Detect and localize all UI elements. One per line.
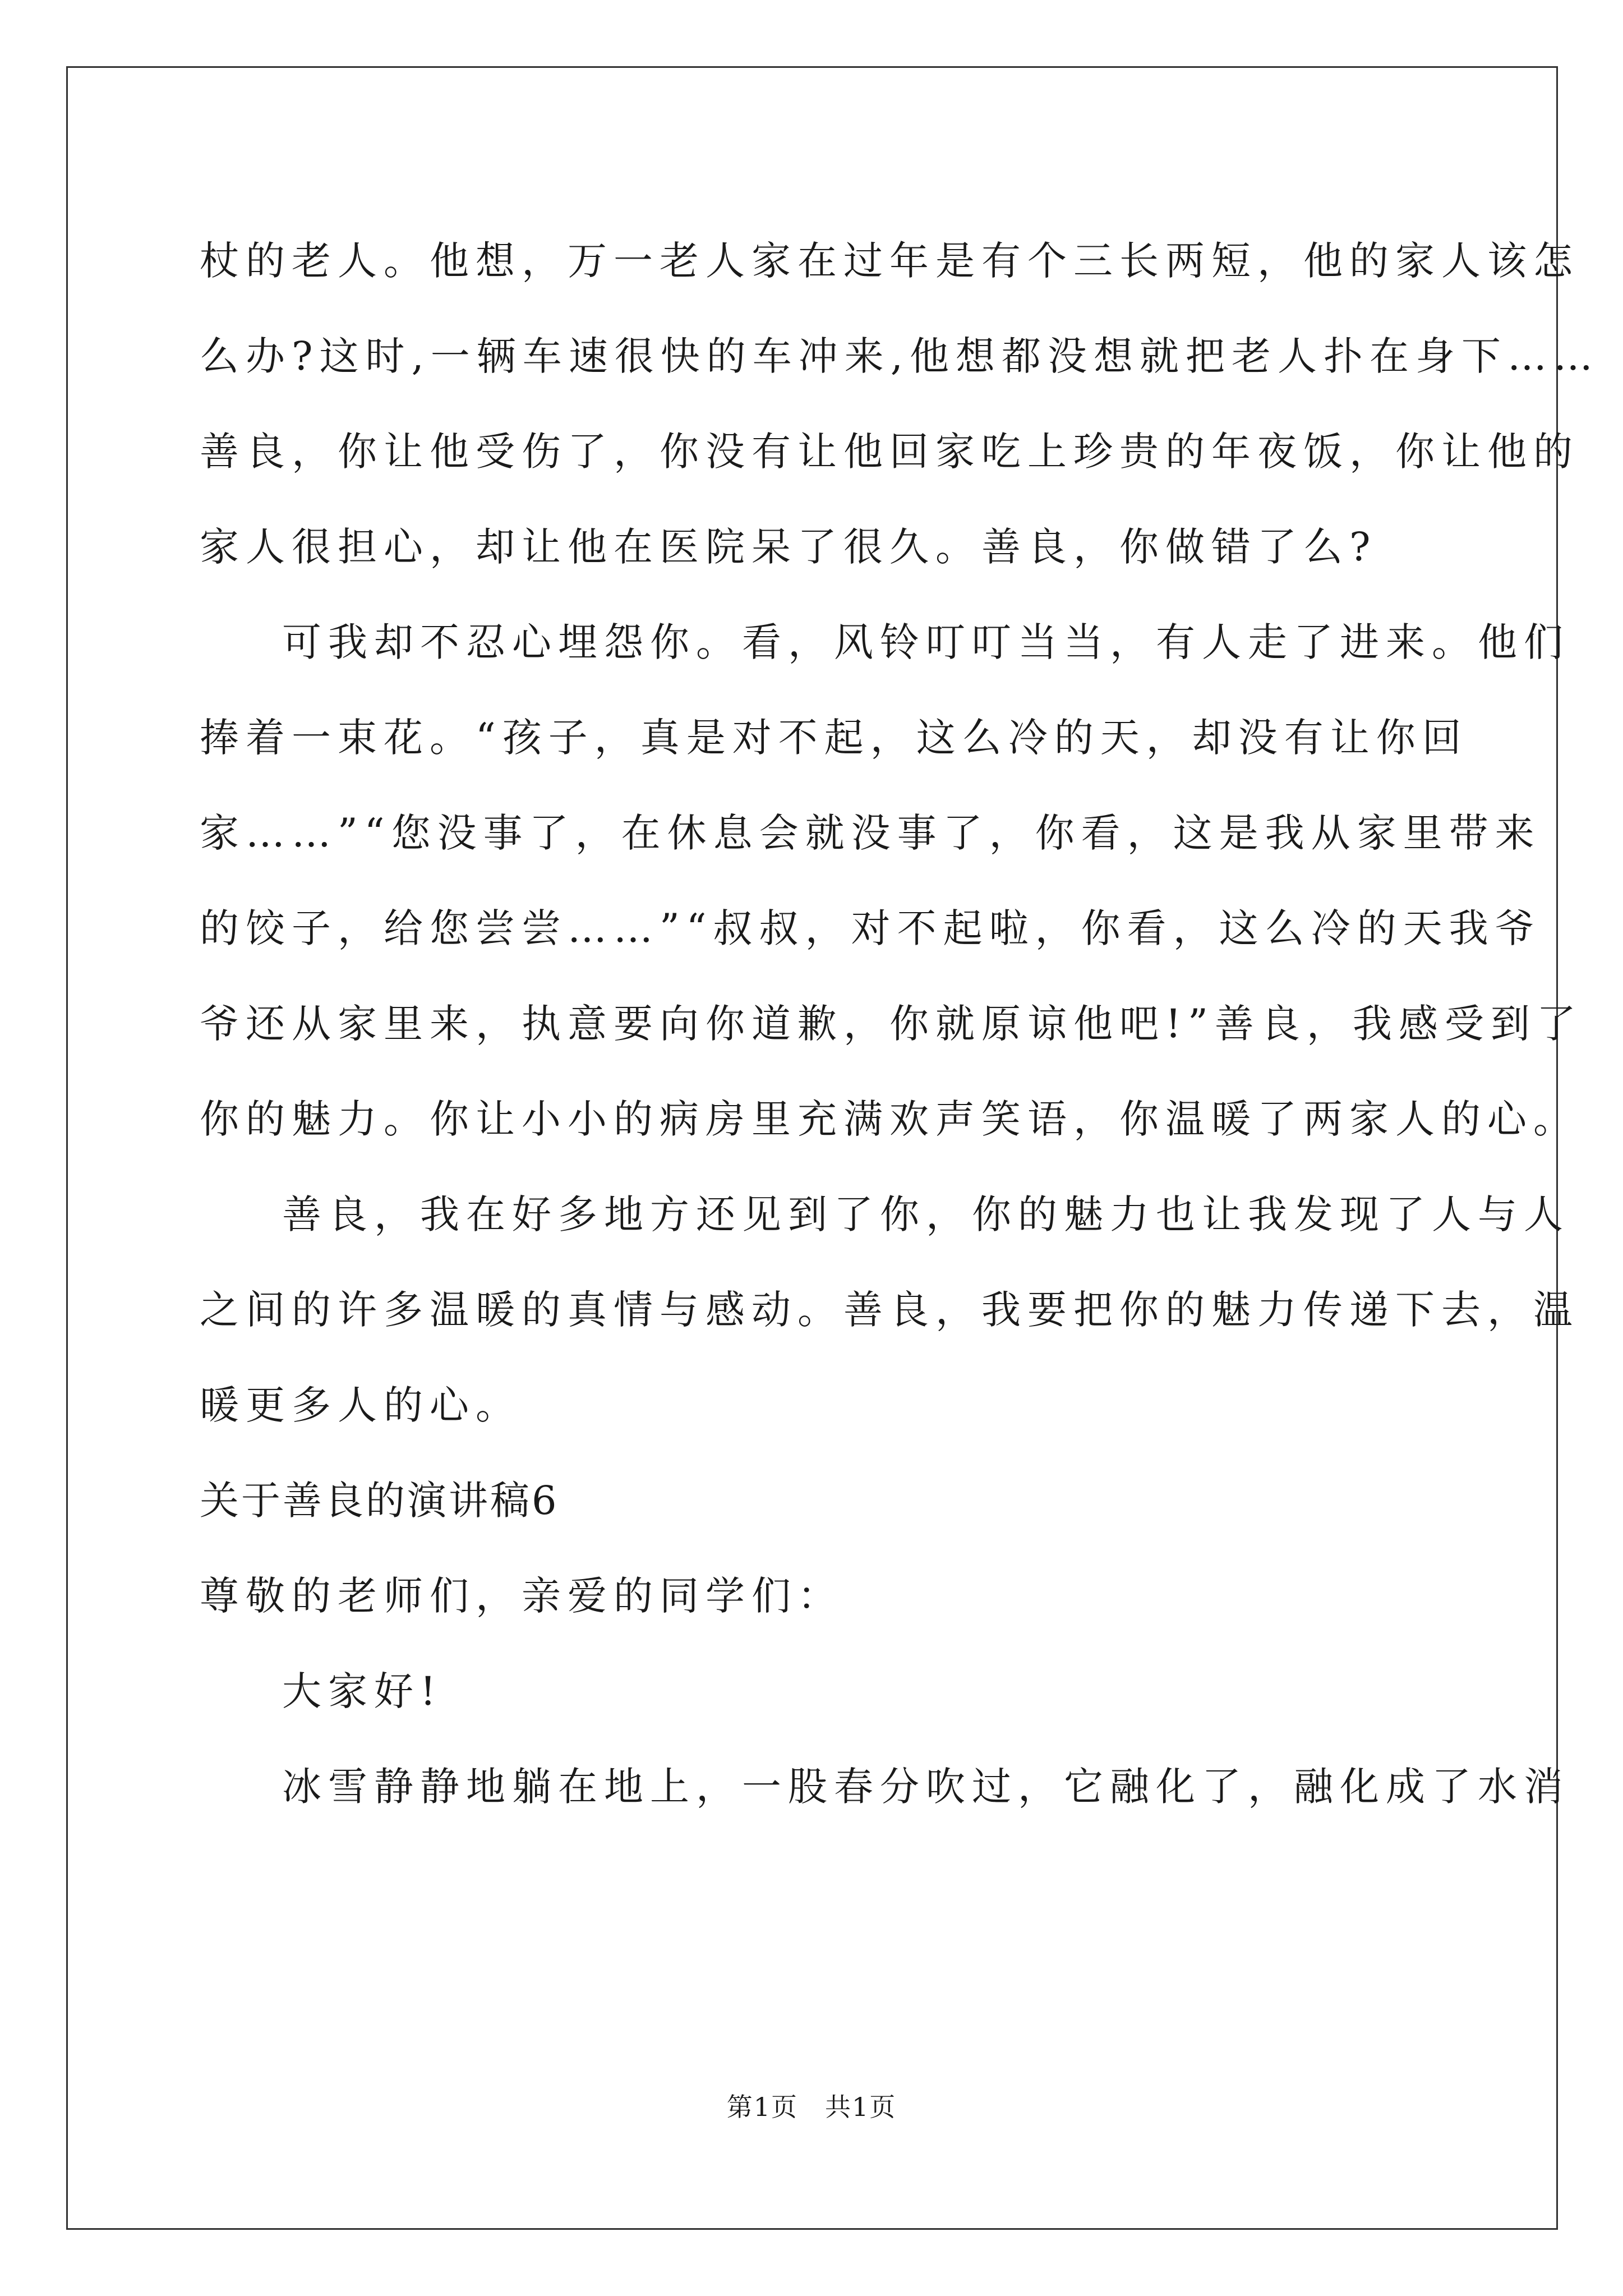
text-line-13: 暖更多人的心。 bbox=[200, 1382, 522, 1428]
text-line-11: 善良，我在好多地方还见到了你，你的魅力也让我发现了人与人 bbox=[282, 1191, 1570, 1237]
page-number-footer: 第1页 共1页 bbox=[726, 2092, 897, 2122]
salutation: 尊敬的老师们，亲爱的同学们： bbox=[200, 1573, 843, 1619]
text-line-17: 冰雪静静地躺在地上，一股春分吹过，它融化了，融化成了水消 bbox=[282, 1764, 1570, 1810]
text-line-5: 可我却不忍心埋怨你。看，风铃叮叮当当，有人走了进来。他们 bbox=[282, 619, 1570, 665]
text-line-1: 杖的老人。他想，万一老人家在过年是有个三长两短，他的家人该怎 bbox=[200, 238, 1579, 284]
greeting: 大家好! bbox=[282, 1668, 443, 1714]
text-line-2: 么办?这时,一辆车速很快的车冲来,他想都没想就把老人扑在身下…… bbox=[200, 333, 1600, 379]
text-line-12: 之间的许多温暖的真情与感动。善良，我要把你的魅力传递下去，温 bbox=[200, 1287, 1579, 1333]
text-line-10: 你的魅力。你让小小的病房里充满欢声笑语，你温暖了两家人的心。 bbox=[200, 1096, 1579, 1142]
document-body bbox=[200, 213, 1600, 1834]
section-heading: 关于善良的演讲稿6 bbox=[200, 1478, 559, 1524]
text-line-7: 家……”“您没事了，在休息会就没事了，你看，这是我从家里带来 bbox=[200, 810, 1541, 856]
text-line-4: 家人很担心，却让他在医院呆了很久。善良，你做错了么? bbox=[200, 524, 1377, 570]
text-line-9: 爷还从家里来，执意要向你道歉，你就原谅他吧!”善良，我感受到了 bbox=[200, 1001, 1583, 1047]
text-line-6: 捧着一束花。“孩子，真是对不起，这么冷的天，却没有让你回 bbox=[200, 715, 1468, 761]
text-line-3: 善良，你让他受伤了，你没有让他回家吃上珍贵的年夜饭，你让他的 bbox=[200, 429, 1579, 475]
text-line-8: 的饺子，给您尝尝……”“叔叔，对不起啦，你看，这么冷的天我爷 bbox=[200, 905, 1541, 951]
